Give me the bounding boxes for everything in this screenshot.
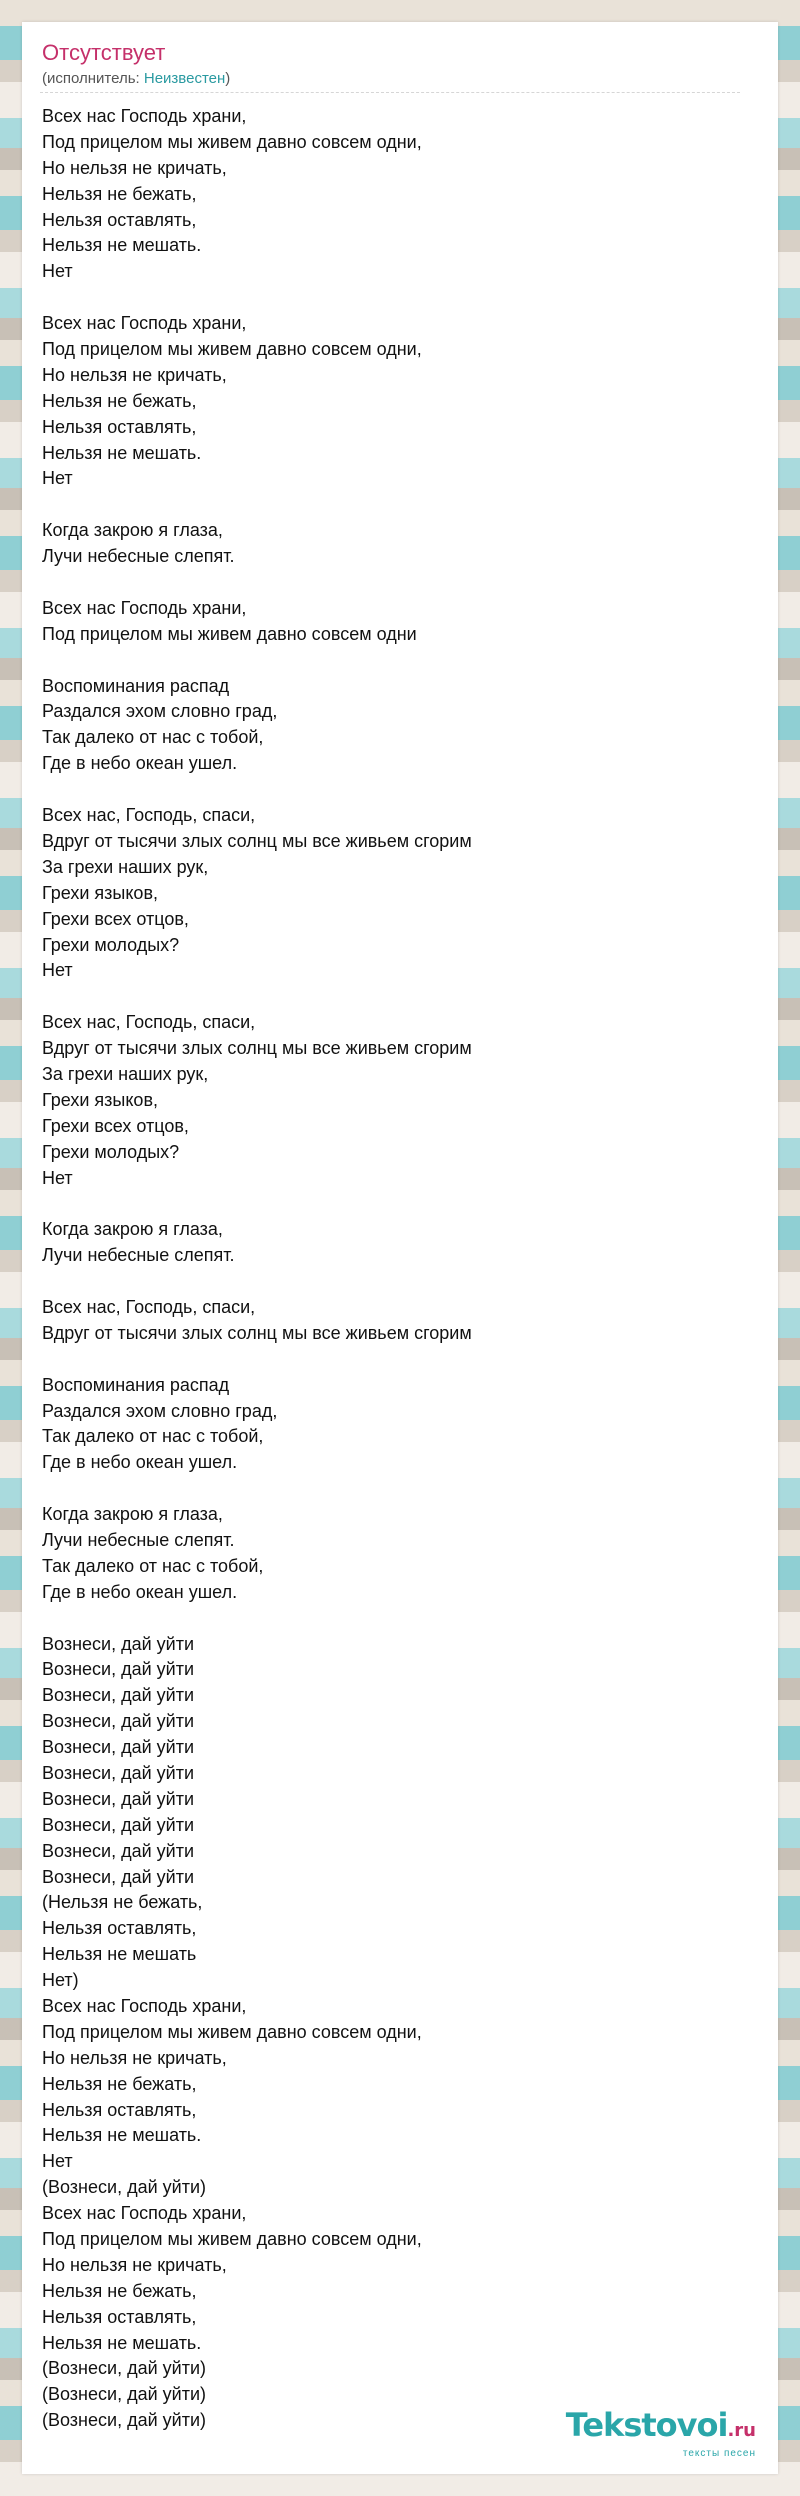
lyric-line: Где в небо океан ушел. xyxy=(42,1452,238,1473)
lyric-line: Всех нас, Господь, спаси, xyxy=(42,1012,256,1033)
artist-prefix: (исполнитель: xyxy=(42,70,144,87)
lyric-line: Вознеси, дай уйти xyxy=(42,1659,194,1680)
lyric-line: Всех нас, Господь, спаси, xyxy=(42,1296,256,1317)
lyric-line: (Вознеси, дай уйти) xyxy=(42,2177,206,2198)
lyric-line: Раздался эхом словно град, xyxy=(42,701,278,722)
lyric-line: Всех нас, Господь, спаси, xyxy=(42,805,256,826)
song-title: Отсутствует xyxy=(42,40,166,65)
lyric-line: Нельзя оставлять, xyxy=(42,416,197,437)
stanza-gap xyxy=(42,1347,742,1373)
lyric-line: Нельзя не мешать. xyxy=(42,2125,202,2146)
lyric-line: Вознеси, дай уйти xyxy=(42,1685,194,1706)
lyric-line: Нет xyxy=(42,2151,73,2172)
lyric-line: Когда закрою я глаза, xyxy=(42,520,223,541)
stanza-gap xyxy=(42,492,742,518)
lyric-line: Но нельзя не кричать, xyxy=(42,2047,227,2068)
artist-line xyxy=(42,70,230,88)
lyric-line: Под прицелом мы живем давно совсем одни xyxy=(42,623,417,644)
lyric-line: Лучи небесные слепят. xyxy=(42,546,235,567)
logo-tld: .ru xyxy=(727,2420,756,2441)
logo-wordmark xyxy=(566,2408,756,2448)
lyric-line: Грехи молодых? xyxy=(42,1141,180,1162)
lyric-line: Вознеси, дай уйти xyxy=(42,1711,194,1732)
lyric-line: Нельзя не бежать, xyxy=(42,2280,197,2301)
lyric-line: Где в небо океан ушел. xyxy=(42,1581,238,1602)
lyric-line: Нельзя не мешать. xyxy=(42,2332,202,2353)
lyric-line: Вознеси, дай уйти xyxy=(42,1788,194,1809)
lyric-line: Нельзя не бежать, xyxy=(42,390,197,411)
lyric-line: Лучи небесные слепят. xyxy=(42,1529,235,1550)
lyric-line: Так далеко от нас с тобой, xyxy=(42,1426,264,1447)
lyric-line: Нельзя не бежать, xyxy=(42,183,197,204)
stanza-gap xyxy=(42,1269,742,1295)
lyric-line: Вдруг от тысячи злых солнц мы все живьем сгорим xyxy=(42,1322,472,1343)
lyric-line: Вознеси, дай уйти xyxy=(42,1840,194,1861)
logo-tagline: тексты песен xyxy=(682,2448,756,2459)
lyric-line: Вознеси, дай уйти xyxy=(42,1866,194,1887)
lyric-line: Нельзя не мешать. xyxy=(42,442,202,463)
lyric-line: Воспоминания распад xyxy=(42,675,230,696)
lyric-line: Нельзя оставлять, xyxy=(42,1918,197,1939)
lyric-line: Когда закрою я глаза, xyxy=(42,1219,223,1240)
lyric-line: Вознеси, дай уйти xyxy=(42,1814,194,1835)
stanza-gap xyxy=(42,1476,742,1502)
lyric-line: Нет) xyxy=(42,1970,79,1991)
stanza-gap xyxy=(42,777,742,803)
lyric-line: Грехи всех отцов, xyxy=(42,908,189,929)
lyric-line: (Нельзя не бежать, xyxy=(42,1892,203,1913)
lyric-line: Но нельзя не кричать, xyxy=(42,157,227,178)
lyric-line: Всех нас Господь храни, xyxy=(42,313,247,334)
site-logo[interactable] xyxy=(566,2408,756,2460)
stanza-gap xyxy=(42,285,742,311)
lyric-line: Вдруг от тысячи злых солнц мы все живьем сгорим xyxy=(42,830,472,851)
lyric-line: (Вознеси, дай уйти) xyxy=(42,2410,206,2431)
lyric-line: Нет xyxy=(42,468,73,489)
lyric-line: Когда закрою я глаза, xyxy=(42,1504,223,1525)
lyric-line: Вдруг от тысячи злых солнц мы все живьем сгорим xyxy=(42,1038,472,1059)
stanza-gap xyxy=(42,984,742,1010)
lyric-line: Нельзя оставлять, xyxy=(42,2306,197,2327)
header-divider xyxy=(40,92,740,93)
lyric-line: Грехи языков, xyxy=(42,882,159,903)
lyric-line: Всех нас Господь храни, xyxy=(42,106,247,126)
lyric-line: Под прицелом мы живем давно совсем одни, xyxy=(42,131,422,152)
lyrics-text xyxy=(42,104,742,2434)
lyric-line: Нельзя оставлять, xyxy=(42,2099,197,2120)
lyrics-card xyxy=(22,22,778,2474)
lyric-line: Нельзя не бежать, xyxy=(42,2073,197,2094)
lyric-line: Под прицелом мы живем давно совсем одни, xyxy=(42,2021,422,2042)
lyric-line: За грехи наших рук, xyxy=(42,856,209,877)
lyric-line: Вознеси, дай уйти xyxy=(42,1737,194,1758)
lyric-line: Но нельзя не кричать, xyxy=(42,2254,227,2275)
logo-name: Tekstovoi xyxy=(565,2406,728,2444)
lyric-line: Грехи всех отцов, xyxy=(42,1115,189,1136)
lyric-line: Всех нас Господь храни, xyxy=(42,2203,247,2224)
lyric-line: Но нельзя не кричать, xyxy=(42,364,227,385)
stanza-gap xyxy=(42,1606,742,1632)
lyric-line: Воспоминания распад xyxy=(42,1374,230,1395)
lyric-line: Раздался эхом словно град, xyxy=(42,1400,278,1421)
lyric-line: За грехи наших рук, xyxy=(42,1063,209,1084)
lyric-line: Всех нас Господь храни, xyxy=(42,597,247,618)
lyric-line: Под прицелом мы живем давно совсем одни, xyxy=(42,339,422,360)
lyric-line: Так далеко от нас с тобой, xyxy=(42,1555,264,1576)
lyric-line: Нет xyxy=(42,261,73,282)
lyric-line: Под прицелом мы живем давно совсем одни, xyxy=(42,2229,422,2250)
lyric-line: Нельзя оставлять, xyxy=(42,209,197,230)
stanza-gap xyxy=(42,648,742,674)
lyric-line: Вознеси, дай уйти xyxy=(42,1633,194,1654)
lyric-line: Лучи небесные слепят. xyxy=(42,1245,235,1266)
lyric-line: Нельзя не мешать xyxy=(42,1944,197,1965)
lyric-line: Так далеко от нас с тобой, xyxy=(42,727,264,748)
lyric-line: Нет xyxy=(42,960,73,981)
lyric-line: Нельзя не мешать. xyxy=(42,235,202,256)
artist-link[interactable]: Неизвестен xyxy=(143,70,226,87)
artist-suffix: ) xyxy=(225,70,231,87)
stanza-gap xyxy=(42,1191,742,1217)
lyric-line: Грехи молодых? xyxy=(42,934,180,955)
lyric-line: (Вознеси, дай уйти) xyxy=(42,2358,206,2379)
lyric-line: (Вознеси, дай уйти) xyxy=(42,2384,206,2405)
lyric-line: Всех нас Господь храни, xyxy=(42,1996,247,2017)
stanza-gap xyxy=(42,570,742,596)
lyric-line: Грехи языков, xyxy=(42,1089,159,1110)
lyric-line: Нет xyxy=(42,1167,73,1188)
lyric-line: Где в небо океан ушел. xyxy=(42,753,238,774)
lyric-line: Вознеси, дай уйти xyxy=(42,1763,194,1783)
